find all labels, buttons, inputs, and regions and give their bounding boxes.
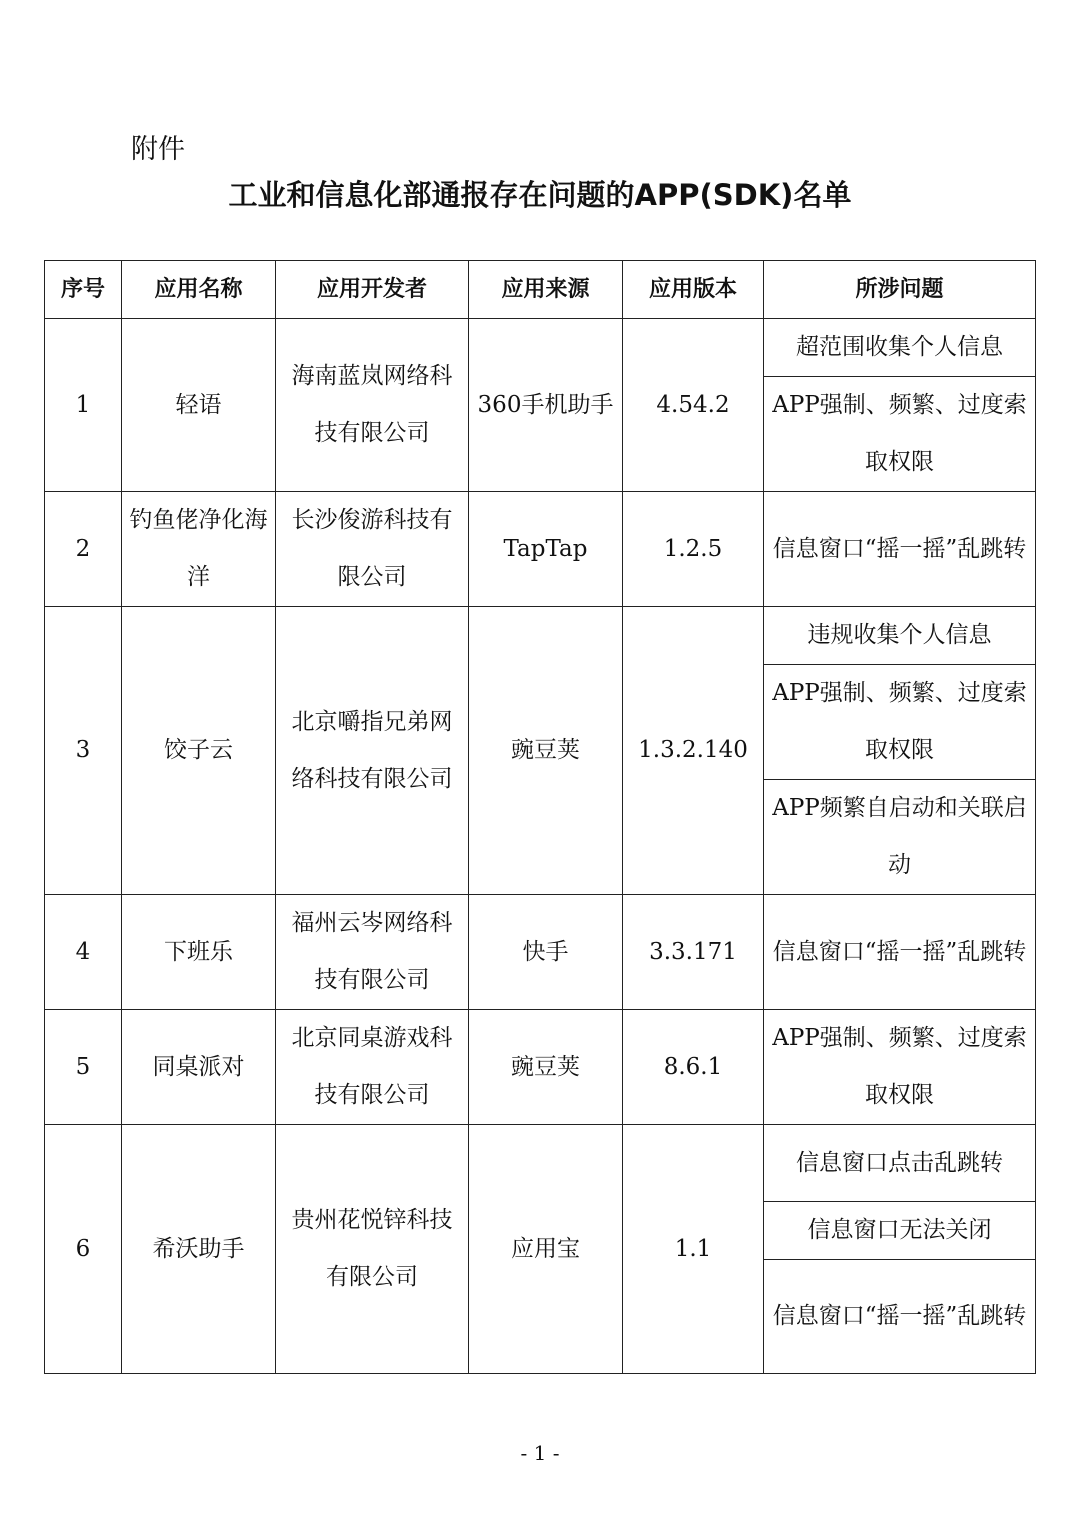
- cell-developer: 长沙俊游科技有限公司: [276, 492, 469, 607]
- header-version: 应用版本: [623, 261, 764, 319]
- table-row: [45, 895, 1036, 1010]
- cell-issue: 信息窗口“摇一摇”乱跳转: [764, 492, 1036, 607]
- cell-version: 3.3.171: [623, 895, 764, 1010]
- cell-issue: 信息窗口点击乱跳转: [764, 1125, 1036, 1202]
- header-no: 序号: [45, 261, 122, 319]
- cell-version: 8.6.1: [623, 1010, 764, 1125]
- app-list-table: [44, 260, 1036, 1374]
- cell-issue: APP强制、频繁、过度索取权限: [764, 665, 1036, 780]
- cell-source: TapTap: [469, 492, 623, 607]
- document-title: 工业和信息化部通报存在问题的APP(SDK)名单: [228, 178, 852, 212]
- cell-issue: APP强制、频繁、过度索取权限: [764, 1010, 1036, 1125]
- header-developer: 应用开发者: [276, 261, 469, 319]
- header-source: 应用来源: [469, 261, 623, 319]
- cell-no: 6: [45, 1125, 122, 1374]
- cell-source: 快手: [469, 895, 623, 1010]
- cell-issue: 信息窗口“摇一摇”乱跳转: [764, 1260, 1036, 1374]
- cell-issue: 超范围收集个人信息: [764, 319, 1036, 377]
- cell-source: 豌豆荚: [469, 1010, 623, 1125]
- cell-no: 2: [45, 492, 122, 607]
- cell-developer: 福州云岑网络科技有限公司: [276, 895, 469, 1010]
- cell-issue: 信息窗口无法关闭: [764, 1202, 1036, 1260]
- cell-version: 1.3.2.140: [623, 607, 764, 895]
- cell-issue: APP频繁自启动和关联启动: [764, 780, 1036, 895]
- cell-app-name: 钓鱼佬净化海洋: [122, 492, 276, 607]
- table-row: [45, 1010, 1036, 1125]
- cell-developer: 贵州花悦锌科技有限公司: [276, 1125, 469, 1374]
- cell-app-name: 下班乐: [122, 895, 276, 1010]
- table-row: [45, 319, 1036, 377]
- attachment-label: 附件: [131, 134, 185, 165]
- cell-no: 3: [45, 607, 122, 895]
- cell-version: 4.54.2: [623, 319, 764, 492]
- cell-issue: APP强制、频繁、过度索取权限: [764, 377, 1036, 492]
- cell-issue: 信息窗口“摇一摇”乱跳转: [764, 895, 1036, 1010]
- page-number: - 1 -: [520, 1441, 560, 1465]
- cell-source: 360手机助手: [469, 319, 623, 492]
- cell-issue: 违规收集个人信息: [764, 607, 1036, 665]
- cell-no: 1: [45, 319, 122, 492]
- cell-source: 豌豆荚: [469, 607, 623, 895]
- cell-version: 1.1: [623, 1125, 764, 1374]
- cell-app-name: 饺子云: [122, 607, 276, 895]
- cell-developer: 北京同桌游戏科技有限公司: [276, 1010, 469, 1125]
- cell-app-name: 轻语: [122, 319, 276, 492]
- cell-no: 5: [45, 1010, 122, 1125]
- cell-no: 4: [45, 895, 122, 1010]
- header-app-name: 应用名称: [122, 261, 276, 319]
- cell-developer: 海南蓝岚网络科技有限公司: [276, 319, 469, 492]
- table-row: [45, 492, 1036, 607]
- cell-app-name: 希沃助手: [122, 1125, 276, 1374]
- header-issues: 所涉问题: [764, 261, 1036, 319]
- table-row: [45, 607, 1036, 665]
- cell-developer: 北京嚼指兄弟网络科技有限公司: [276, 607, 469, 895]
- table-header-row: [45, 261, 1036, 319]
- cell-app-name: 同桌派对: [122, 1010, 276, 1125]
- cell-source: 应用宝: [469, 1125, 623, 1374]
- cell-version: 1.2.5: [623, 492, 764, 607]
- table-row: [45, 1125, 1036, 1202]
